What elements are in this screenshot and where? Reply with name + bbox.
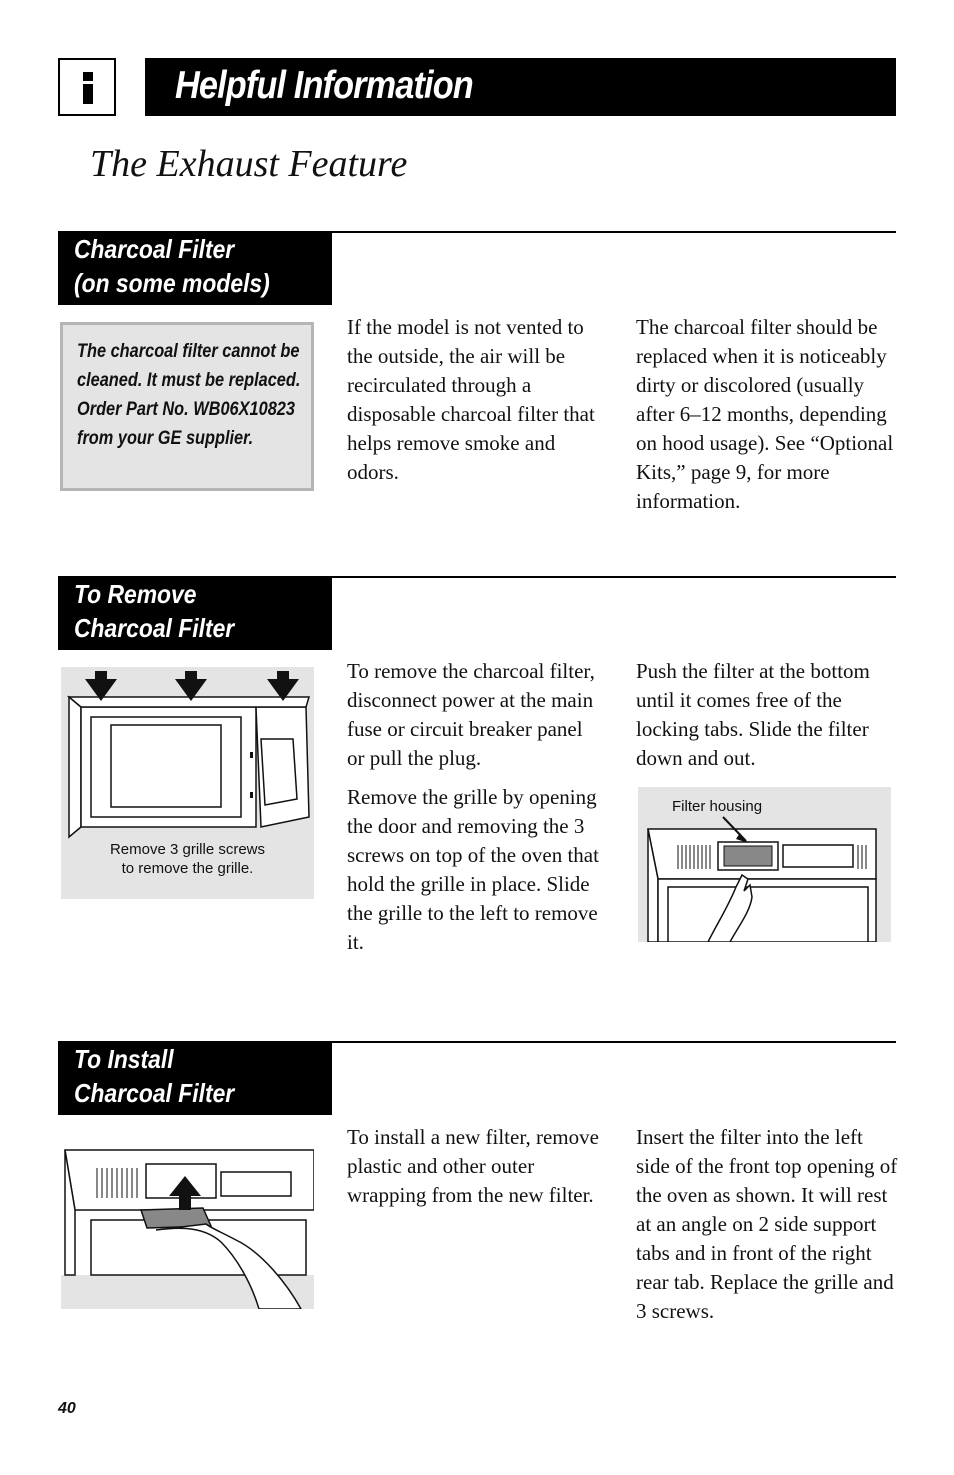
- heading-line: To Remove: [74, 579, 197, 609]
- note-text: The charcoal filter cannot be cleaned. It must be replaced. Order Part No. WB06X10823 from your GE supplier.: [77, 341, 301, 449]
- paragraph: The charcoal filter should be replaced when it is noticeably dirty or discolored (usually after 6–12 months, depending on hood usage). See “Optional Kits,” page 9, for more information.: [636, 315, 894, 513]
- paragraph: Push the filter at the bottom until it comes free of the locking tabs. Slide the filter down and out.: [636, 659, 870, 770]
- install-col1: [347, 1123, 605, 1220]
- heading-line: (on some models): [74, 268, 270, 298]
- remove-col2: [636, 657, 898, 783]
- header-title: Helpful Information: [175, 64, 473, 107]
- section-rule: [330, 231, 896, 233]
- page-number: 40: [58, 1400, 76, 1417]
- paragraph: Remove the grille by opening the door and removing the 3 screws on top of the oven that hold the grille in place. Slide the grille to the left to remove it.: [347, 785, 599, 954]
- remove-col1: [347, 657, 605, 967]
- figure-caption: [61, 840, 314, 878]
- paragraph: To install a new filter, remove plastic and other outer wrapping from the new filter.: [347, 1125, 599, 1207]
- figure-install-filter: [61, 1132, 314, 1309]
- section-heading-charcoal-filter: [58, 231, 332, 305]
- header-bar: [145, 58, 896, 116]
- section-rule: [330, 576, 896, 578]
- caption-line: Remove 3 grille screws: [109, 841, 266, 858]
- charcoal-filter-col1: [347, 313, 605, 497]
- heading-line: To Install: [74, 1044, 174, 1074]
- page-title: The Exhaust Feature: [90, 143, 408, 185]
- figure-label: Filter housing: [672, 798, 763, 815]
- section-rule: [330, 1041, 896, 1043]
- heading-line: Charcoal Filter: [74, 613, 235, 643]
- heading-line: Charcoal Filter: [74, 1078, 235, 1108]
- figure-remove-grille: [61, 667, 314, 899]
- caption-line: to remove the grille.: [121, 860, 254, 877]
- info-i-icon: [58, 58, 116, 116]
- figure-filter-housing: [638, 787, 891, 942]
- paragraph: Insert the filter into the left side of the front top opening of the oven as shown. It will rest at an angle on 2 side support tabs and in front of the right rear tab. Replace the grille and 3 screws.: [636, 1125, 898, 1323]
- paragraph: To remove the charcoal filter, disconnect power at the main fuse or circuit breaker panel or pull the plug.: [347, 659, 595, 770]
- install-filter-illustration: [61, 1132, 314, 1309]
- install-col2: [636, 1123, 900, 1336]
- heading-line: Charcoal Filter: [74, 234, 235, 264]
- section-heading-install: [58, 1041, 332, 1115]
- section-heading-remove: [58, 576, 332, 650]
- note-box: [60, 322, 314, 491]
- paragraph: If the model is not vented to the outside, the air will be recirculated through a disposable charcoal filter that helps remove smoke and odors.: [347, 315, 595, 484]
- charcoal-filter-col2: [636, 313, 898, 526]
